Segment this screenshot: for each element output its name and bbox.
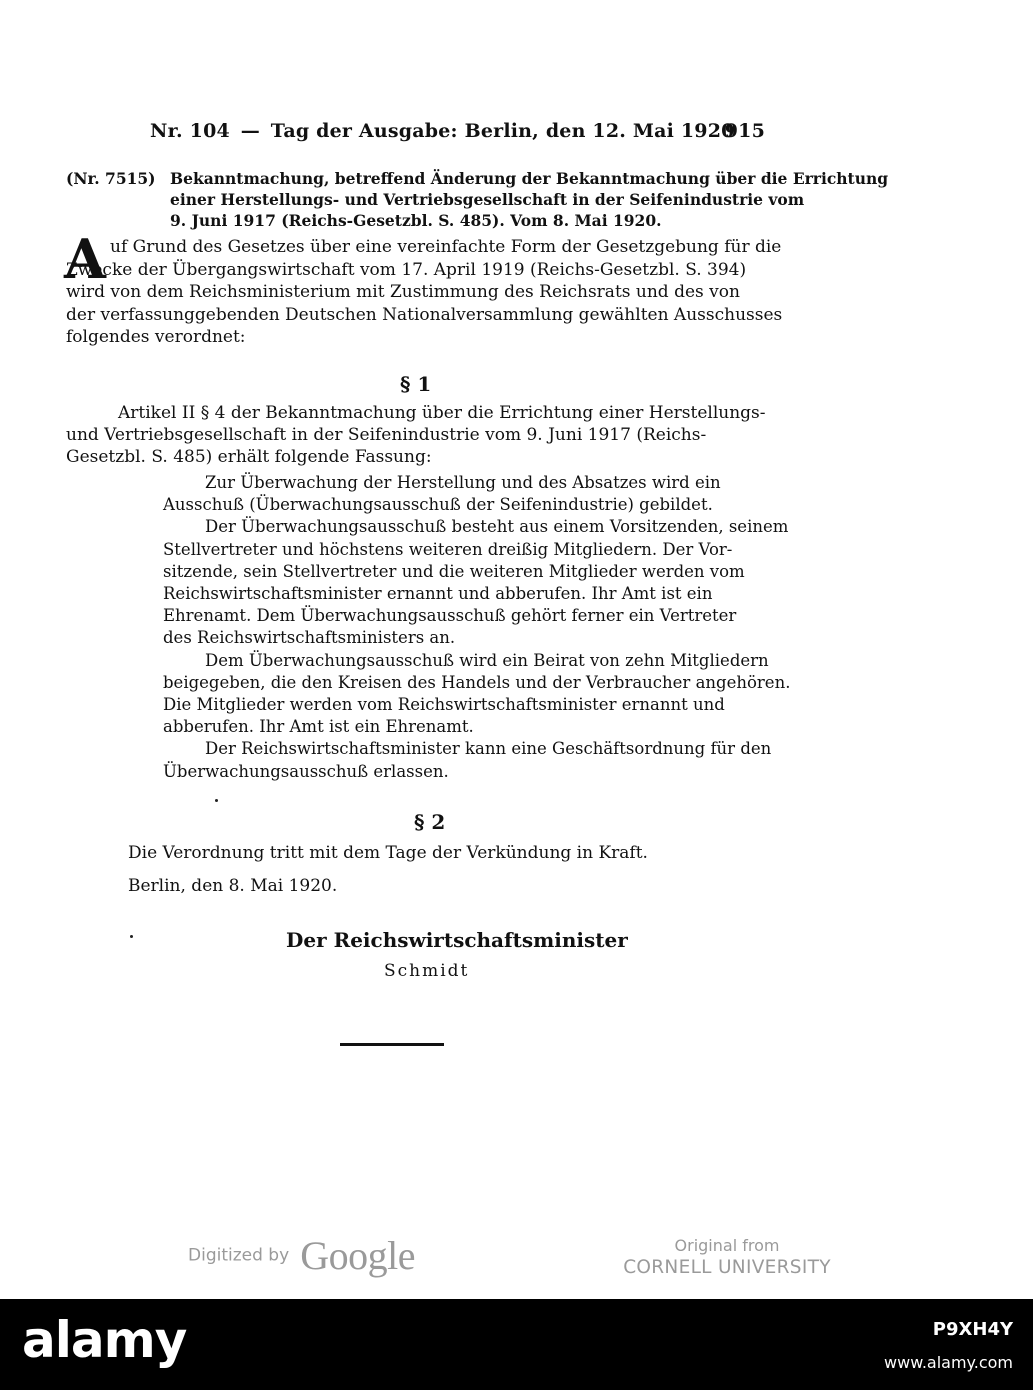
- running-header: [150, 120, 765, 142]
- preamble-line: folgendes verordnet:: [66, 327, 246, 347]
- quote-line: abberufen. Ihr Amt ist ein Ehrenamt.: [163, 717, 474, 737]
- quote-line: Reichswirtschaftsminister ernannt und abberufen. Ihr Amt ist ein: [163, 584, 713, 604]
- notice-line: Bekanntmachung, betreffend Änderung der Bekanntmachung über die Errichtung: [170, 169, 889, 188]
- image-id: P9XH4Y: [932, 1319, 1013, 1340]
- alamy-logo: alamy: [22, 1311, 187, 1369]
- notice-line: einer Herstellungs- und Vertriebsgesellschaft in der Seifenindustrie vom: [170, 190, 805, 209]
- notice-number: (Nr. 7515): [66, 169, 156, 188]
- section-2-heading: § 2: [414, 810, 446, 834]
- print-speck: [130, 935, 133, 938]
- preamble-line: Zwecke der Übergangswirtschaft vom 17. April 1919 (Reichs-Gesetzbl. S. 394): [66, 259, 747, 280]
- quote-line: Ausschuß (Überwachungsausschuß der Seifenindustrie) gebildet.: [163, 495, 713, 515]
- preamble-line: der verfassunggebenden Deutschen Nationalversammlung gewählten Ausschusses: [66, 304, 783, 325]
- section-1-line: Artikel II § 4 der Bekanntmachung über die Errichtung einer Herstellungs-: [118, 403, 766, 423]
- notice-line: 9. Juni 1917 (Reichs-Gesetzbl. S. 485). Vom 8. Mai 1920.: [170, 211, 662, 230]
- quote-line: beigegeben, die den Kreisen des Handels und der Verbraucher angehören.: [163, 672, 791, 692]
- digitized-by-credit: [188, 1232, 415, 1279]
- quote-line: des Reichswirtschaftsministers an.: [163, 628, 456, 648]
- amended-text-quote: [163, 472, 791, 783]
- closing-rule: [340, 1043, 444, 1046]
- quote-line: Zur Überwachung der Herstellung und des Absatzes wird ein: [205, 473, 721, 492]
- signature-name: Schmidt: [384, 961, 470, 981]
- original-source-credit: [622, 1236, 832, 1280]
- quote-line: sitzende, sein Stellvertreter und die weiteren Mitglieder werden vom: [163, 561, 745, 581]
- section-2-text: Die Verordnung tritt mit dem Tage der Verkündung in Kraft.: [128, 843, 648, 863]
- place-date: Berlin, den 8. Mai 1920.: [128, 876, 338, 896]
- institution-name: CORNELL UNIVERSITY: [623, 1257, 831, 1278]
- preamble: [64, 227, 783, 349]
- issue-number: Nr. 104: [150, 120, 230, 142]
- signature-title: Der Reichswirtschaftsminister: [286, 928, 628, 952]
- quote-line: Überwachungsausschuß erlassen.: [163, 761, 449, 781]
- section-1-text: [66, 402, 768, 468]
- notice-text: [170, 168, 889, 231]
- quote-line: Der Reichswirtschaftsminister kann eine Geschäftsordnung für den: [205, 739, 772, 759]
- quote-line: Stellvertreter und höchstens weiteren dreißig Mitgliedern. Der Vor-: [163, 539, 733, 559]
- quote-line: Der Überwachungsausschuß besteht aus einem Vorsitzenden, seinem: [205, 517, 789, 537]
- header-dash: —: [240, 120, 260, 142]
- alamy-url: www.alamy.com: [884, 1353, 1013, 1372]
- google-logo: Google: [300, 1233, 416, 1278]
- quote-line: Dem Überwachungsausschuß wird ein Beirat von zehn Mitgliedern: [205, 650, 769, 670]
- print-speck: [215, 799, 218, 802]
- preamble-line: wird von dem Reichsministerium mit Zustimmung des Reichsrats und des von: [66, 282, 740, 302]
- issue-text: Tag der Ausgabe: Berlin, den 12. Mai 1920: [270, 120, 735, 142]
- section-1-heading: § 1: [400, 372, 432, 396]
- section-1-line: und Vertriebsgesellschaft in der Seifenindustrie vom 9. Juni 1917 (Reichs-: [66, 425, 707, 445]
- page-number: 915: [724, 120, 765, 142]
- original-from-label: Original from: [674, 1236, 780, 1255]
- quote-line: Die Mitglieder werden vom Reichswirtschaftsminister ernannt und: [163, 695, 725, 715]
- section-1-line: Gesetzbl. S. 485) erhält folgende Fassung:: [66, 447, 432, 467]
- quote-line: Ehrenamt. Dem Überwachungsausschuß gehört ferner ein Vertreter: [163, 606, 737, 626]
- preamble-line: uf Grund des Gesetzes über eine vereinfachte Form der Gesetzgebung für die: [110, 237, 782, 257]
- digitized-by-label: Digitized by: [188, 1245, 290, 1266]
- stock-watermark-banner: [0, 1299, 1033, 1390]
- drop-cap: A: [64, 227, 106, 291]
